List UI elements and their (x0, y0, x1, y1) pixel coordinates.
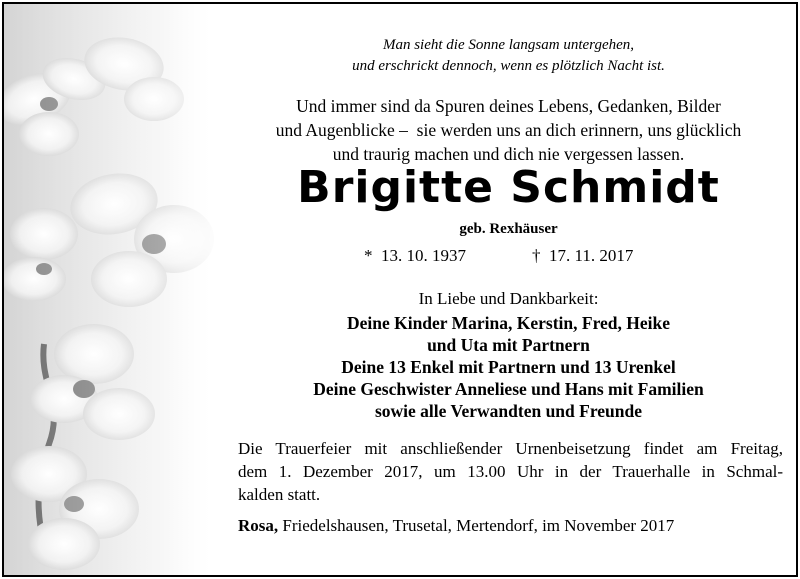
verse-line: und Augenblicke – sie werden uns an dich erinnern, uns glücklich (275, 120, 742, 140)
thanks-line: In Liebe und Dankbarkeit: (418, 289, 599, 308)
orchid-illustration (4, 4, 219, 575)
funeral-service-info (238, 437, 783, 506)
mourners-list (236, 312, 781, 422)
verse-line: Und immer sind da Spuren deines Lebens, Gedanken, Bilder (296, 96, 721, 116)
opening-quote (236, 35, 781, 77)
mourner-line: Deine 13 Enkel mit Partnern und 13 Urenkel (341, 357, 676, 377)
life-dates (236, 244, 781, 268)
mourner-line: Deine Geschwister Anneliese und Hans mit Familien (313, 379, 704, 399)
service-line: kalden statt. (238, 485, 321, 504)
place-rest: Friedelshausen, Trusetal, Mertendorf, im November 2017 (278, 516, 675, 535)
quote-line: Man sieht die Sonne langsam untergehen, (382, 37, 635, 53)
deceased-name: Brigitte Schmidt (297, 162, 720, 213)
verse-line: und traurig machen und dich nie vergessen lassen. (332, 144, 685, 164)
obituary-notice (2, 2, 798, 577)
mourner-line: sowie alle Verwandten und Freunde (374, 401, 643, 421)
place-and-date (238, 514, 783, 537)
memorial-verse (236, 94, 781, 166)
mourner-line: Deine Kinder Marina, Kerstin, Fred, Heike (346, 313, 671, 333)
orchid-image (4, 4, 219, 575)
quote-line: und erschrickt dennoch, wenn es plötzlich Nacht ist. (352, 58, 665, 74)
birth-date: * 13. 10. 1937 (364, 246, 466, 265)
service-line: Die Trauerfeier mit anschließender Urnenbeisetzung findet am Freitag, (238, 439, 783, 458)
birth-name: geb. Rexhäuser (459, 221, 558, 237)
place-bold: Rosa, (238, 516, 279, 535)
mourner-line: und Uta mit Partnern (427, 335, 590, 355)
death-date: † 17. 11. 2017 (532, 246, 634, 265)
service-line: dem 1. Dezember 2017, um 13.00 Uhr in der Trauerhalle in Schmal- (238, 462, 783, 481)
